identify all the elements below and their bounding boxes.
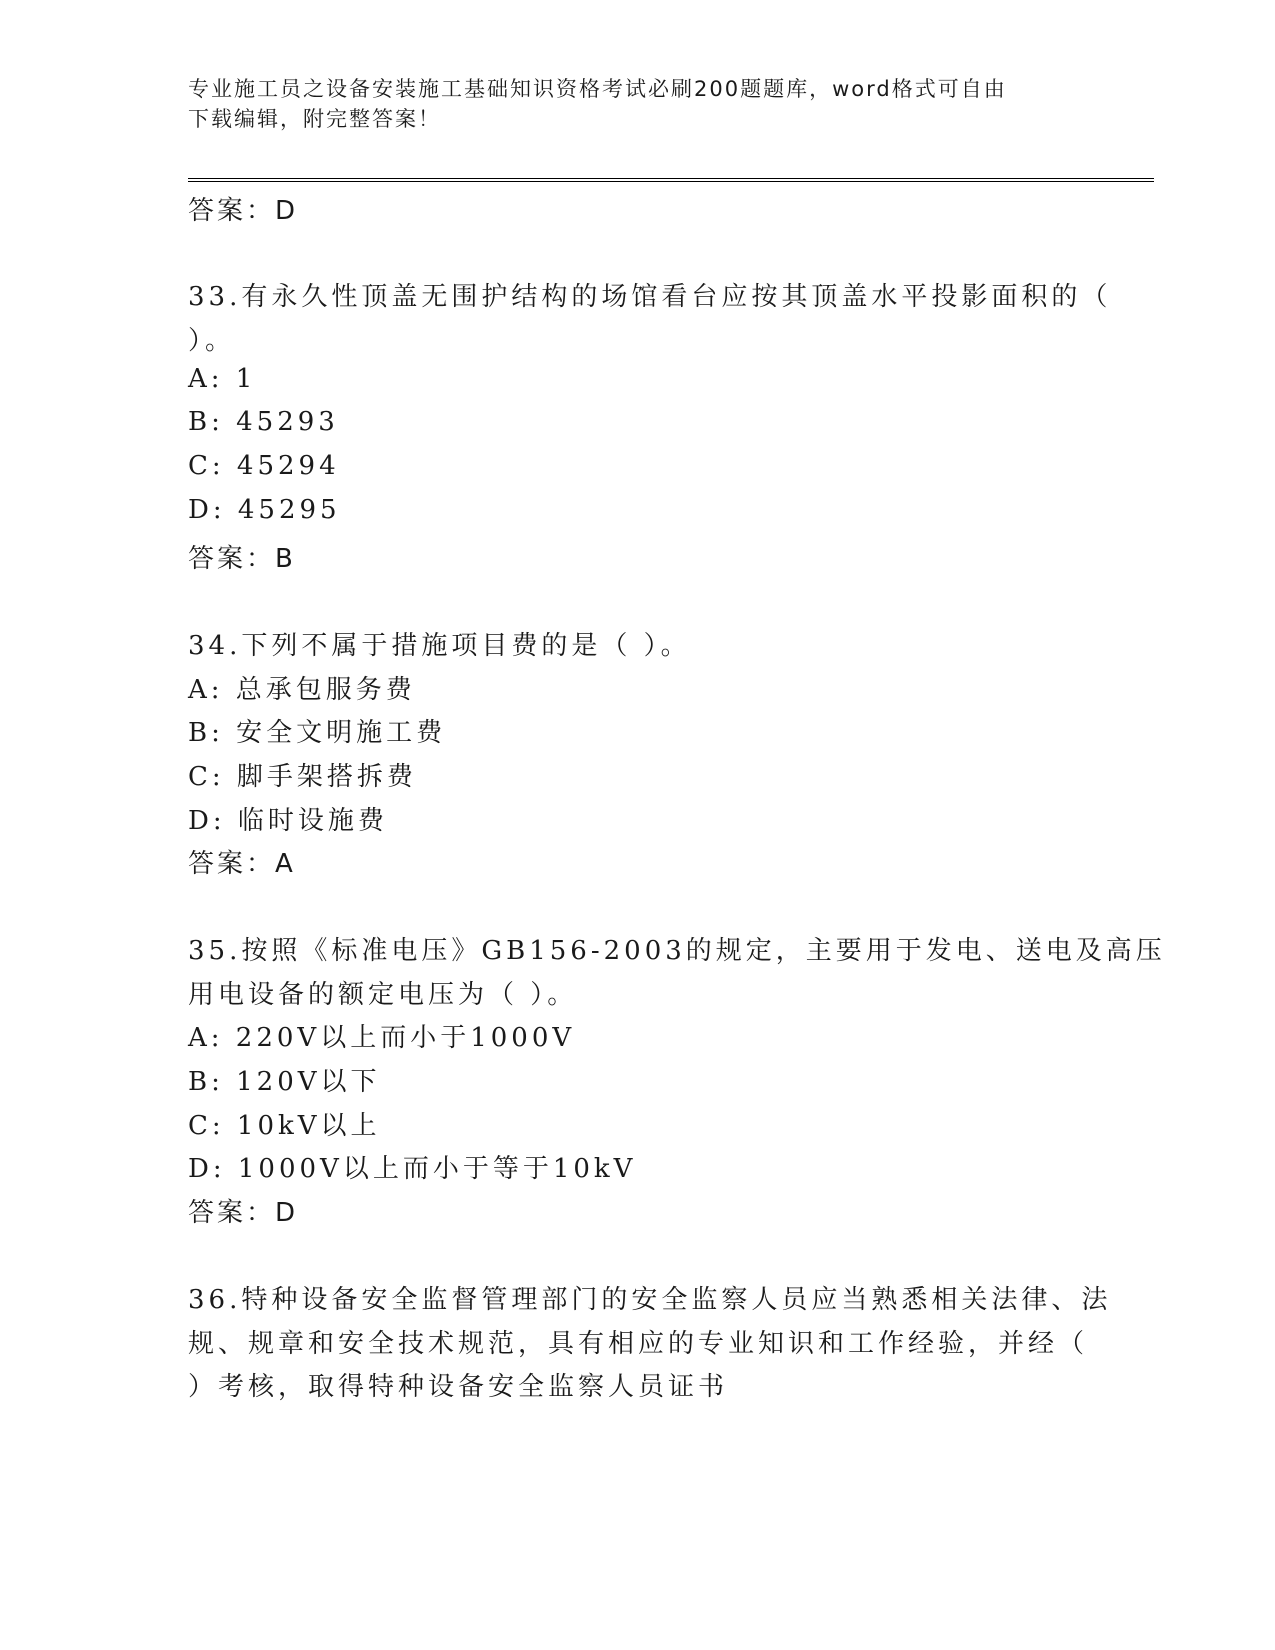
- question-35-stem-line-2: 用电设备的额定电压为（ ）。: [188, 980, 578, 1010]
- question-33-option-b: B: 45293: [188, 407, 339, 437]
- question-36-stem-line-1: 36.特种设备安全监督管理部门的安全监察人员应当熟悉相关法律、法: [188, 1285, 1112, 1315]
- question-34-answer: 答案：A: [188, 849, 296, 879]
- question-33-stem-line-1: 33.有永久性顶盖无围护结构的场馆看台应按其顶盖水平投影面积的（: [188, 282, 1112, 312]
- question-35-option-c: C: 10kV以上: [188, 1111, 381, 1141]
- question-33-answer: 答案：B: [188, 544, 296, 574]
- question-35-option-d: D: 1000V以上而小于等于10kV: [188, 1154, 637, 1184]
- question-33-option-d: D: 45295: [188, 495, 341, 525]
- question-36-stem-line-2: 规、规章和安全技术规范，具有相应的专业知识和工作经验，并经（: [188, 1329, 1089, 1359]
- question-33-option-c: C: 45294: [188, 451, 340, 481]
- question-35-stem-line-1: 35.按照《标准电压》GB156-2003的规定，主要用于发电、送电及高压: [188, 936, 1166, 966]
- page-header: [188, 74, 1088, 134]
- question-34-option-b: B: 安全文明施工费: [188, 718, 447, 748]
- question-33-stem-line-2: ）。: [188, 326, 236, 356]
- question-35-option-b: B: 120V以下: [188, 1067, 381, 1097]
- question-34-option-a: A: 总承包服务费: [188, 675, 416, 705]
- header-divider: [188, 178, 1154, 182]
- question-35-option-a: A: 220V以上而小于1000V: [188, 1023, 576, 1053]
- question-36-stem-line-3: ）考核，取得特种设备安全监察人员证书: [188, 1372, 729, 1402]
- question-35-answer: 答案：D: [188, 1198, 299, 1228]
- question-34-option-d: D: 临时设施费: [188, 806, 388, 836]
- question-34-stem-line-1: 34.下列不属于措施项目费的是（ ）。: [188, 631, 691, 661]
- question-33-option-a: A: 1: [188, 364, 257, 394]
- question-34-option-c: C: 脚手架搭拆费: [188, 762, 417, 792]
- header-line-1: 专业施工员之设备安装施工基础知识资格考试必刷200题题库，word格式可自由: [188, 77, 1007, 101]
- header-line-2: 下载编辑，附完整答案！: [188, 107, 441, 131]
- answer-line: 答案：D: [188, 196, 299, 226]
